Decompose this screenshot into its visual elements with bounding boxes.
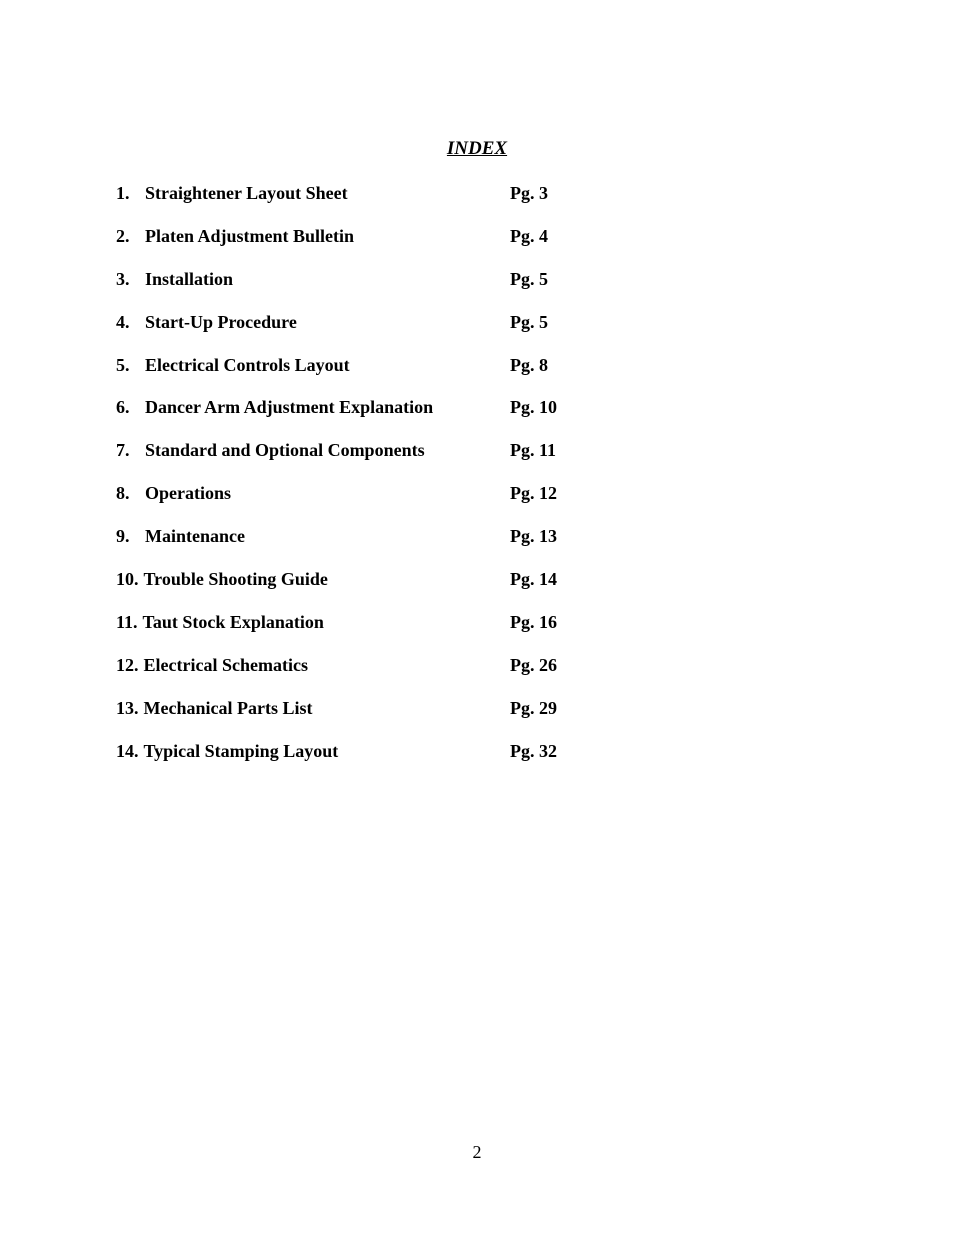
toc-entry: [116, 268, 616, 311]
toc-entry-number: 1.: [116, 183, 130, 203]
toc-entry-title: Trouble Shooting Guide: [143, 569, 328, 590]
toc-entry: [116, 611, 616, 654]
toc-entry-number: 14.: [116, 740, 139, 761]
toc-entry-number: 11.: [116, 611, 138, 632]
toc-entry-page: Pg. 10: [510, 397, 557, 418]
toc-entry-page: Pg. 26: [510, 654, 557, 675]
toc-entry: [116, 182, 616, 225]
toc-entry-page: Pg. 5: [510, 268, 548, 289]
toc-entry-title: Mechanical Parts List: [143, 697, 313, 718]
toc-entry-title: Maintenance: [145, 526, 245, 547]
toc-entry-number: 8.: [116, 483, 130, 504]
toc-entry-number: 5.: [116, 354, 130, 375]
toc-entry-page: Pg. 32: [510, 740, 557, 761]
toc-entry: [116, 354, 616, 397]
toc-entry-number: 6.: [116, 397, 130, 418]
toc-entry-page: Pg. 14: [510, 569, 557, 590]
toc-entry-title: Electrical Schematics: [143, 654, 308, 675]
toc-entry: [116, 482, 616, 525]
toc-entry-number: 3.: [116, 268, 130, 289]
toc-entry-number: 7.: [116, 440, 130, 461]
toc-entry-page: Pg. 16: [510, 611, 557, 632]
toc-entry-title: Platen Adjustment Bulletin: [145, 225, 355, 246]
toc-entry-number: 13.: [116, 697, 139, 718]
toc-entry-page: Pg. 3: [510, 183, 548, 203]
toc-entry: [116, 311, 616, 354]
toc-entry-title: Installation: [145, 268, 234, 289]
toc-entry-title: Straightener Layout Sheet: [145, 183, 348, 203]
toc-entry: [116, 225, 616, 268]
toc-entry: [116, 396, 616, 439]
page-number: 2: [472, 1142, 482, 1162]
toc-entry: [116, 740, 616, 783]
toc-entry-title: Typical Stamping Layout: [143, 740, 339, 761]
toc-entry-number: 2.: [116, 225, 130, 246]
toc-entry-title: Start-Up Procedure: [145, 311, 297, 332]
toc-entry-title: Standard and Optional Components: [145, 440, 425, 461]
toc-entry-title: Dancer Arm Adjustment Explanation: [145, 397, 434, 418]
table-of-contents: [116, 182, 616, 782]
toc-entry-number: 12.: [116, 654, 139, 675]
toc-entry: [116, 568, 616, 611]
toc-entry-page: Pg. 12: [510, 483, 557, 504]
toc-entry-title: Operations: [145, 483, 232, 504]
toc-entry-number: 4.: [116, 311, 130, 332]
index-heading: INDEX: [446, 138, 508, 159]
toc-entry-number: 10.: [116, 569, 139, 590]
toc-entry-title: Electrical Controls Layout: [145, 354, 350, 375]
toc-entry-page: Pg. 11: [510, 440, 557, 461]
toc-entry: [116, 697, 616, 740]
toc-entry-page: Pg. 8: [510, 354, 548, 375]
toc-entry: [116, 439, 616, 482]
toc-entry-page: Pg. 13: [510, 526, 557, 547]
toc-entry-number: 9.: [116, 526, 130, 547]
toc-entry-page: Pg. 5: [510, 311, 548, 332]
toc-entry-page: Pg. 4: [510, 225, 548, 246]
toc-entry: [116, 525, 616, 568]
toc-entry-title: Taut Stock Explanation: [142, 611, 324, 632]
toc-entry: [116, 654, 616, 697]
toc-entry-page: Pg. 29: [510, 697, 557, 718]
